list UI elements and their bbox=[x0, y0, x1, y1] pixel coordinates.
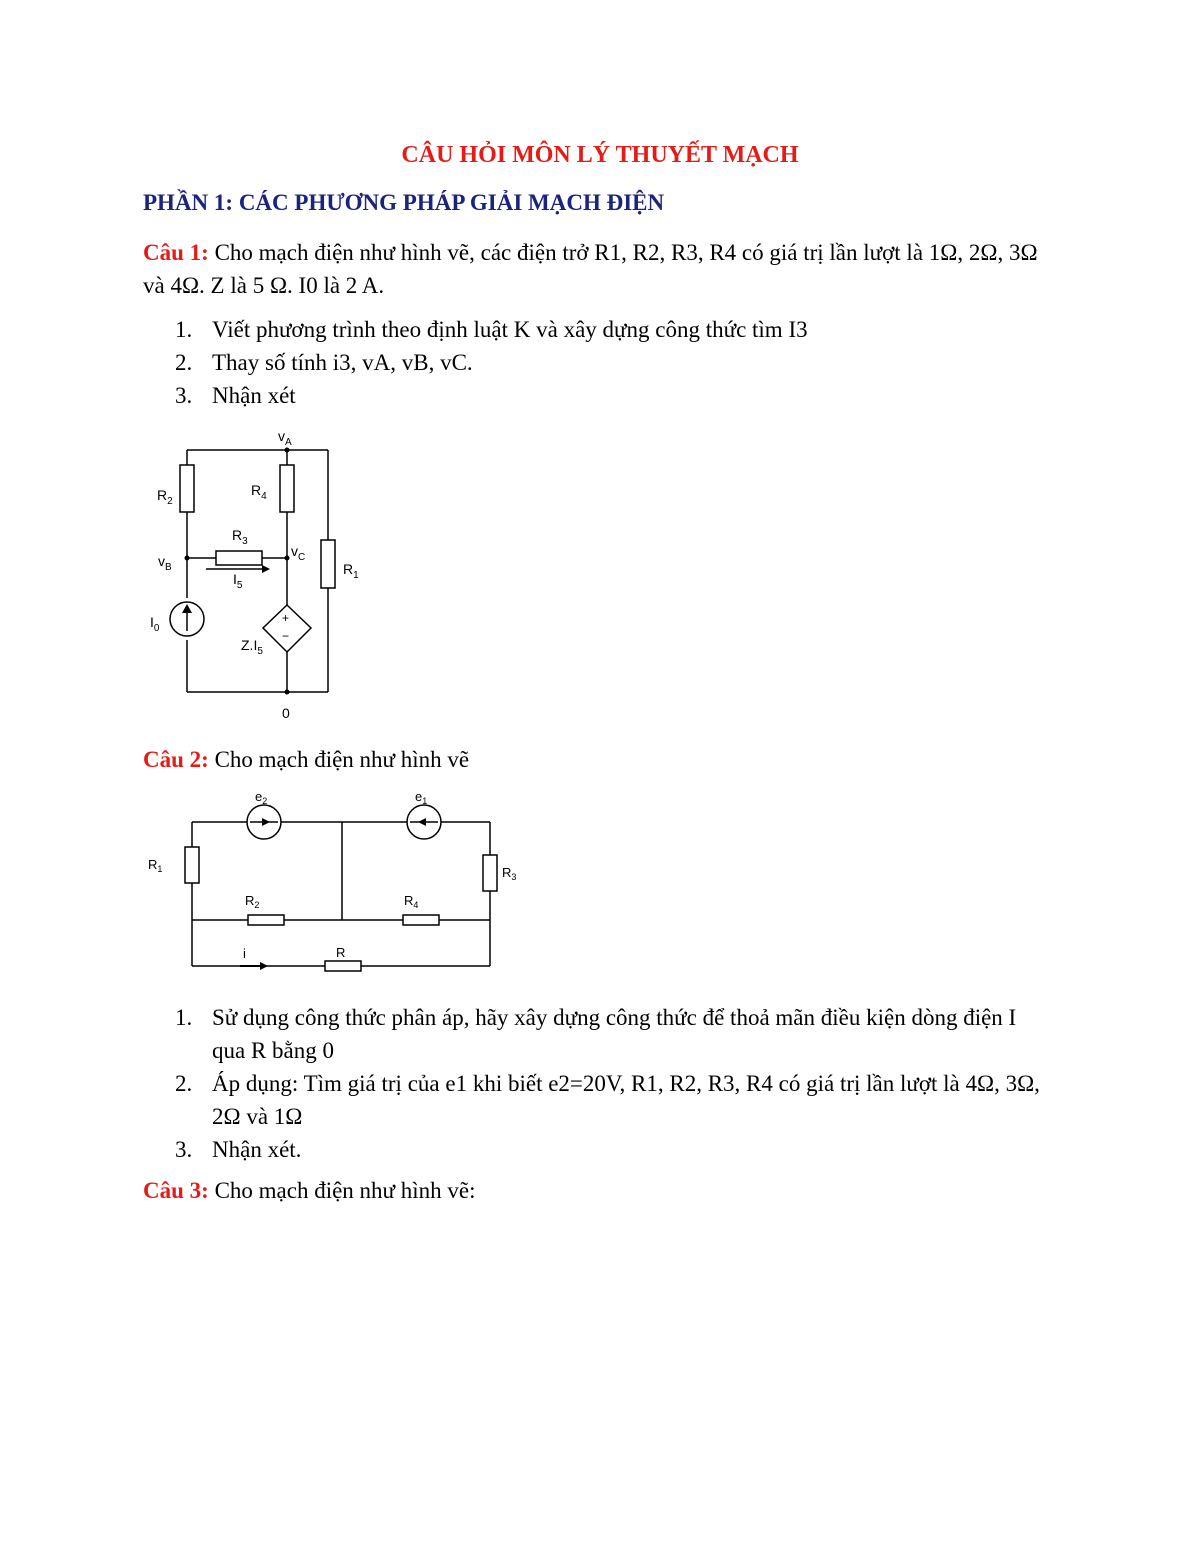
list-number: 3. bbox=[175, 383, 193, 408]
question-2-text: Cho mạch điện như hình vẽ bbox=[208, 747, 470, 772]
r1-label: $R_1$ bbox=[148, 857, 163, 874]
e1-label: $e_1$ bbox=[415, 789, 428, 806]
node-vc-label: $v_C$ bbox=[291, 543, 306, 563]
list-number: 2. bbox=[175, 1071, 193, 1096]
question-3-text: Cho mạch điện như hình vẽ: bbox=[208, 1178, 476, 1203]
current-i-label: i bbox=[243, 946, 246, 961]
question-1-list bbox=[175, 313, 1055, 412]
r1-label: $R_1$ bbox=[343, 561, 359, 581]
list-item-text: Sử dụng công thức phân áp, hãy xây dựng công thức để thoả mãn điều kiện dòng điện I qua R bằng 0 bbox=[212, 1005, 1017, 1063]
circuit-diagram-1 bbox=[140, 420, 380, 730]
plus-sign: + bbox=[282, 611, 290, 625]
list-item bbox=[175, 1001, 1055, 1067]
question-2 bbox=[143, 743, 1063, 776]
r3-label: $R_3$ bbox=[232, 527, 248, 547]
list-item bbox=[175, 1067, 1055, 1133]
node-va-label: $v_A$ bbox=[278, 428, 292, 448]
r4-label: $R_4$ bbox=[404, 893, 419, 910]
r-label: R bbox=[336, 945, 346, 960]
list-number: 1. bbox=[175, 1005, 193, 1030]
section-heading: PHẦN 1: CÁC PHƯƠNG PHÁP GIẢI MẠCH ĐIỆN bbox=[143, 190, 665, 215]
list-item-text: Viết phương trình theo định luật K và xây dựng công thức tìm I3 bbox=[212, 317, 808, 342]
dependent-source-label: $Z.I_5$ bbox=[241, 637, 263, 657]
list-item bbox=[175, 379, 1055, 412]
list-number: 2. bbox=[175, 350, 193, 375]
node-vb-label: $v_B$ bbox=[158, 553, 172, 573]
list-item-text: Nhận xét. bbox=[212, 1137, 302, 1162]
circuit-diagram-2 bbox=[140, 785, 530, 975]
r3-label: $R_3$ bbox=[502, 865, 517, 882]
list-item bbox=[175, 346, 1055, 379]
r4-label: $R_4$ bbox=[251, 482, 267, 502]
question-3 bbox=[143, 1174, 1063, 1207]
list-item-text: Áp dụng: Tìm giá trị của e1 khi biết e2=20V, R1, R2, R3, R4 có giá trị lần lượt là 4Ω, 3Ω, 2Ω và 1Ω bbox=[212, 1071, 1040, 1129]
i0-label: $I_0$ bbox=[150, 614, 160, 634]
list-item-text: Nhận xét bbox=[212, 383, 296, 408]
question-1 bbox=[143, 236, 1063, 302]
question-3-label: Câu 3: bbox=[143, 1178, 209, 1203]
list-item bbox=[175, 1133, 1055, 1166]
page-title: CÂU HỎI MÔN LÝ THUYẾT MẠCH bbox=[401, 142, 799, 168]
question-1-text: Cho mạch điện như hình vẽ, các điện trở R1, R2, R3, R4 có giá trị lần lượt là 1Ω, 2Ω, 3Ω và 4Ω. Z là 5 Ω. I0 là 2 A. bbox=[143, 240, 1038, 298]
e2-label: $e_2$ bbox=[255, 789, 268, 806]
question-2-label: Câu 2: bbox=[143, 747, 209, 772]
list-item-text: Thay số tính i3, vA, vB, vC. bbox=[212, 350, 473, 375]
list-number: 3. bbox=[175, 1137, 193, 1162]
r2-label: $R_2$ bbox=[157, 487, 173, 507]
ground-label: 0 bbox=[282, 705, 290, 721]
list-item bbox=[175, 313, 1055, 346]
i5-label: $I_5$ bbox=[233, 571, 243, 591]
question-2-list bbox=[175, 1001, 1055, 1166]
list-number: 1. bbox=[175, 317, 193, 342]
r2-label: $R_2$ bbox=[245, 893, 260, 910]
minus-sign: − bbox=[282, 629, 290, 643]
question-1-label: Câu 1: bbox=[143, 240, 209, 265]
